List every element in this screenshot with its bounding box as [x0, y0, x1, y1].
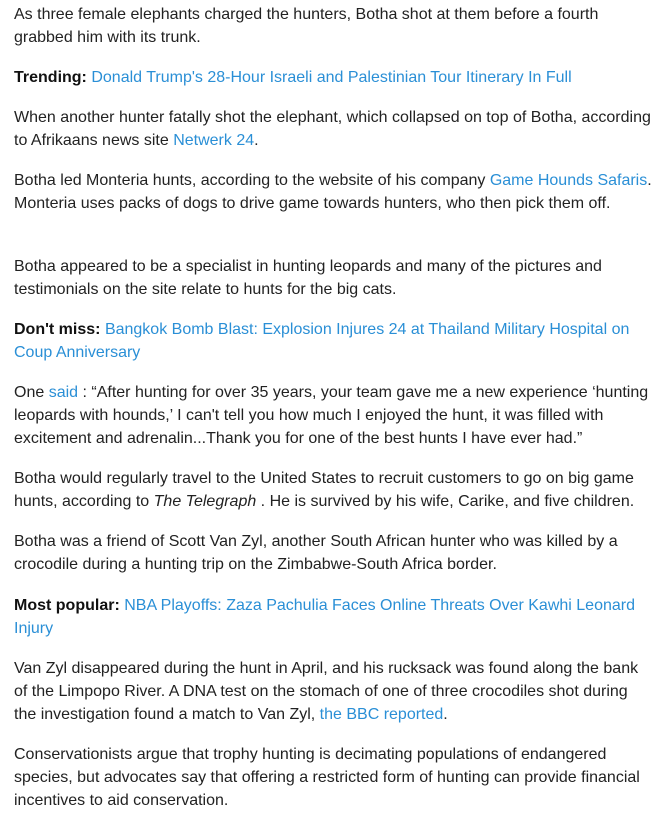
- bbc-reported-link[interactable]: the BBC reported: [319, 706, 444, 723]
- dont-miss-link[interactable]: Bangkok Bomb Blast: Explosion Injures 24 at Thailand Military Hospital on Coup Anniversary: [14, 321, 630, 361]
- paragraph-text: .: [443, 706, 448, 723]
- paragraph-text: Van Zyl disappeared during the hunt in April, and his rucksack was found along the bank of the Limpopo River. A DNA test on the stomach of one of three crocodiles shot during the investigation found a match to Van Zyl,: [14, 660, 639, 723]
- paragraph-dont-miss: [14, 318, 654, 364]
- game-hounds-safaris-link[interactable]: Game Hounds Safaris: [489, 172, 648, 189]
- paragraph-elephant-charge: As three female elephants charged the hunters, Botha shot at them before a fourth grabbed him with its trunk.: [14, 6, 599, 46]
- netwerk24-link[interactable]: Netwerk 24: [173, 132, 255, 149]
- paragraph-text: .: [254, 132, 259, 149]
- paragraph-text: One: [14, 384, 49, 401]
- paragraph-text: Botha would regularly travel to the United States to recruit customers to go on big game hunts, according to: [14, 470, 634, 510]
- paragraph-text: When another hunter fatally shot the elephant, which collapsed on top of Botha, according to Afrikaans news site: [14, 109, 651, 149]
- paragraph-us-travel: [14, 467, 654, 513]
- paragraph-conservationists: Conservationists argue that trophy hunting is decimating populations of endangered species, but advocates say that offering a restricted form of hunting can provide financial incentives to aid conservation.: [14, 746, 640, 809]
- paragraph-most-popular: [14, 594, 654, 640]
- paragraph-van-zyl-friend: Botha was a friend of Scott Van Zyl, another South African hunter who was killed by a crocodile during a hunting trip on the Zimbabwe-South Africa border.: [14, 533, 618, 573]
- paragraph-text: . Monteria uses packs of dogs to drive game towards hunters, who then pick them off.: [14, 172, 652, 212]
- paragraph-text: . He is survived by his wife, Carike, and five children.: [256, 493, 635, 510]
- most-popular-label: Most popular:: [14, 597, 120, 614]
- paragraph-trending: [14, 66, 654, 89]
- paragraph-testimonial: [14, 381, 654, 450]
- trending-label: Trending:: [14, 69, 87, 86]
- dont-miss-label: Don't miss:: [14, 321, 101, 338]
- said-link[interactable]: said: [48, 384, 79, 401]
- paragraph-van-zyl-disappeared: [14, 657, 654, 726]
- most-popular-link[interactable]: NBA Playoffs: Zaza Pachulia Faces Online Threats Over Kawhi Leonard Injury: [14, 597, 635, 637]
- paragraph-text: : “After hunting for over 35 years, your team gave me a new experience ‘hunting leopards with hounds,’ I can't tell you how much I enjoyed the hunt, it was filled with excitement and adrenalin...Thank you for one of the best hunts I have ever had.”: [14, 384, 649, 447]
- trending-link[interactable]: Donald Trump's 28-Hour Israeli and Palestinian Tour Itinerary In Full: [91, 69, 572, 86]
- paragraph-hunter-shot: [14, 106, 654, 152]
- paragraph-leopard-specialist: Botha appeared to be a specialist in hunting leopards and many of the pictures and testimonials on the site relate to hunts for the big cats.: [14, 258, 602, 298]
- paragraph-text: Botha led Monteria hunts, according to the website of his company: [14, 172, 490, 189]
- paragraph-monteria-hunts: [14, 169, 654, 215]
- telegraph-source: The Telegraph: [153, 493, 257, 510]
